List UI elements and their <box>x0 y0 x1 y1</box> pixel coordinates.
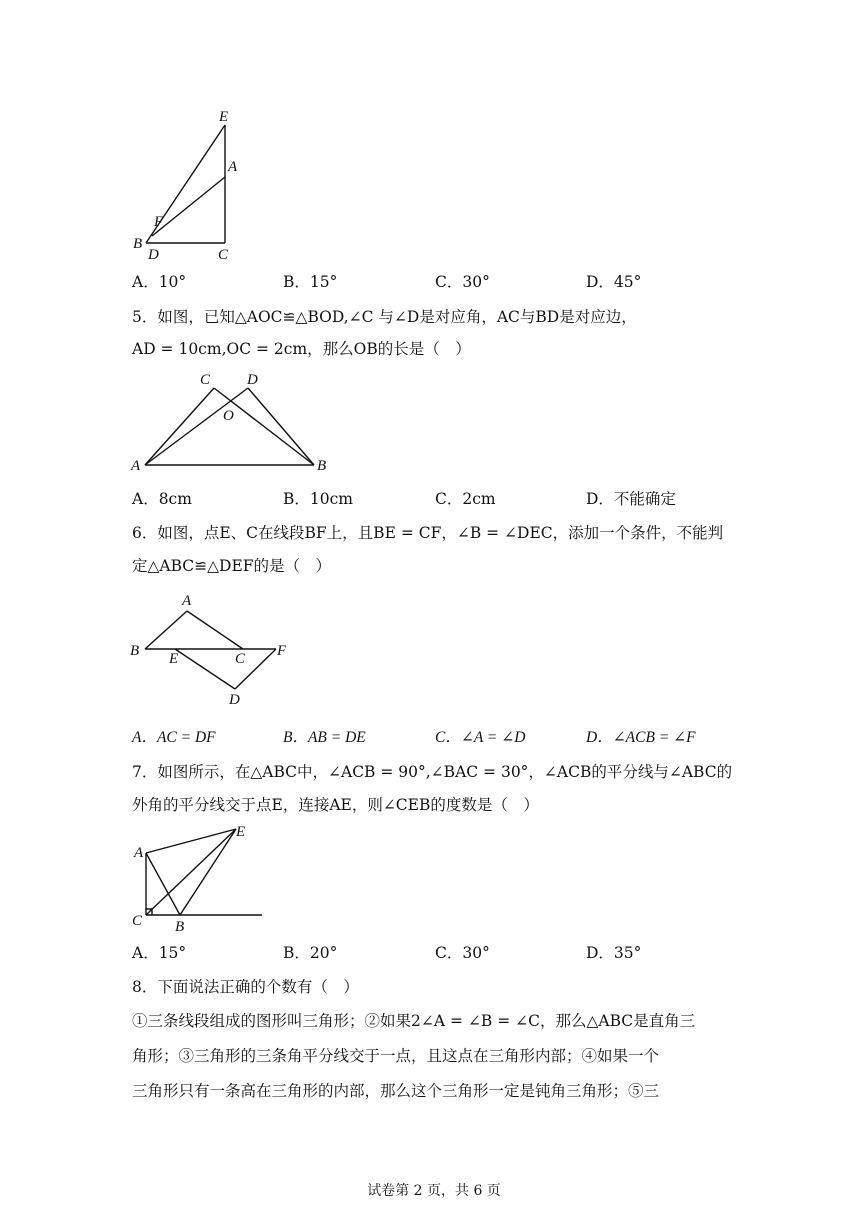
q6-option-c: C．∠A = ∠D <box>435 729 526 746</box>
q5-label-B: B <box>317 458 327 474</box>
q5-option-c: C．2cm <box>435 490 496 508</box>
q8-statement-line3: 角形；③三角形的三条角平分线交于一点，且这点在三角形内部；④如果一个 <box>132 1047 660 1065</box>
q5-question-line1: 5．如图，已知△AOC≌△BOD,∠C 与∠D是对应角，AC与BD是对应边， <box>132 308 637 326</box>
q7-label-B: B <box>175 919 185 935</box>
q5-label-O: O <box>223 408 234 424</box>
q8-statement-line4: 三角形只有一条高在三角形的内部，那么这个三角形一定是钝角三角形；⑤三 <box>132 1082 660 1100</box>
q7-question-line1: 7．如图所示，在△ABC中，∠ACB = 90°,∠BAC = 30°，∠ACB的平分线与∠ABC的 <box>132 763 733 781</box>
q6-option-d: D．∠ACB = ∠F <box>586 729 696 746</box>
q7-option-d: D．35° <box>586 944 642 962</box>
q4-label-F: F <box>154 214 164 230</box>
q7-option-c: C．30° <box>435 944 490 962</box>
q6-question-line1: 6．如图，点E、C在线段BF上，且BE = CF，∠B = ∠DEC，添加一个条件，不能判 <box>132 524 724 542</box>
q4-option-c: C．30° <box>435 273 490 291</box>
q4-label-D: D <box>148 247 159 263</box>
q7-question-line2: 外角的平分线交于点E，连接AE，则∠CEB的度数是（ ） <box>132 796 539 814</box>
q5-option-d: D．不能确定 <box>586 490 676 508</box>
q4-label-E: E <box>219 109 229 125</box>
q5-option-b: B．10cm <box>283 490 353 508</box>
q4-option-b: B．15° <box>283 273 338 291</box>
q6-label-A: A <box>182 593 192 609</box>
q4-option-a: A．10° <box>132 273 187 291</box>
q6-option-a: A．AC = DF <box>132 729 216 746</box>
q6-option-b: B．AB = DE <box>283 729 366 746</box>
q7-label-C: C <box>132 913 143 929</box>
q6-label-E: E <box>169 651 179 667</box>
q5-option-a: A．8cm <box>132 490 192 508</box>
q6-label-D: D <box>229 692 240 708</box>
q4-option-d: D．45° <box>586 273 642 291</box>
page-footer: 试卷第 2 页，共 6 页 <box>367 1183 501 1199</box>
q6-label-F: F <box>277 643 287 659</box>
q4-label-B: B <box>133 236 143 252</box>
q7-option-a: A．15° <box>132 944 187 962</box>
q6-label-B: B <box>130 643 140 659</box>
q7-label-E: E <box>236 824 246 840</box>
q4-label-A: A <box>228 159 238 175</box>
q7-option-b: B．20° <box>283 944 338 962</box>
q6-question-line2: 定△ABC≌△DEF的是（ ） <box>132 557 332 575</box>
q4-label-C: C <box>218 247 229 263</box>
q5-label-A: A <box>131 458 141 474</box>
q6-label-C: C <box>235 651 246 667</box>
q5-label-D: D <box>247 372 258 388</box>
q5-label-C: C <box>200 372 211 388</box>
q7-label-A: A <box>134 845 144 861</box>
q5-question-line2: AD = 10cm,OC = 2cm，那么OB的长是（ ） <box>132 340 471 358</box>
q8-statement-line2: ①三条线段组成的图形叫三角形；②如果2∠A = ∠B = ∠C，那么△ABC是直角三 <box>132 1012 696 1030</box>
q8-question-line1: 8．下面说法正确的个数有（ ） <box>132 978 359 996</box>
